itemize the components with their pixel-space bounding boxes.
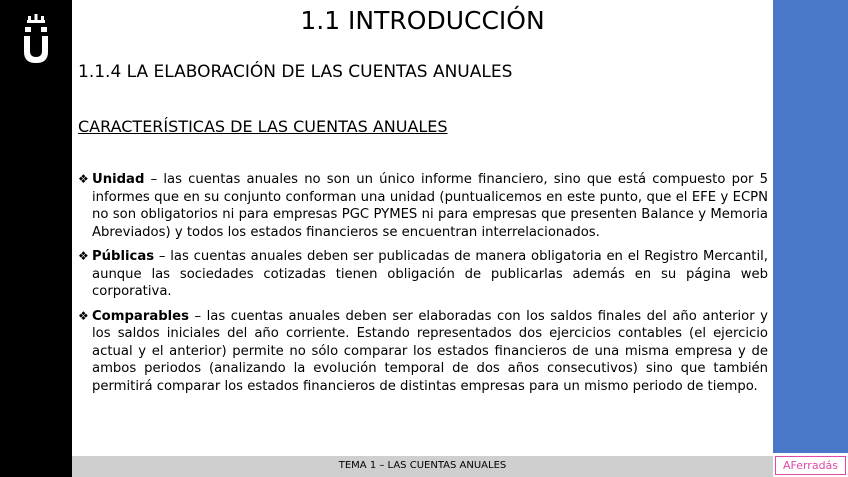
bullet-text: las cuentas anuales no son un único informe financiero, sino que está compuesto por 5 informes que en su conjunto conforman una unidad (puntualicemos en este punto, que el EFE y ECPN no son obligatorios ni para empresas PGC PYMES ni para empresas que presenten Balance y Memoria Abreviados) y todos los estados financieros se encuentran interrelacionados. bbox=[92, 172, 768, 240]
left-sidebar bbox=[0, 0, 72, 477]
bullet-list bbox=[78, 171, 768, 402]
bullet-text: las cuentas anuales deben ser elaboradas con los saldos finales del año anterior y los saldos iniciales del año corriente. Estando representados dos ejercicios contables (el ejercicio actual y el anterior) permite no sólo comparar los estados financieros de una misma empresa y de ambos periodos (analizando la evolución temporal de dos años consecutivos) sino que también permitirá comparar los estados financieros de distintas empresas para un mismo periodo de tiempo. bbox=[92, 308, 768, 394]
bullet-heading: Comparables bbox=[92, 308, 189, 324]
bullet-heading: Públicas bbox=[92, 249, 155, 264]
bullet-item-comparables bbox=[78, 308, 768, 396]
university-logo-icon bbox=[18, 14, 54, 64]
bullet-item-publicas bbox=[78, 248, 768, 301]
bullet-item-unidad bbox=[78, 171, 768, 241]
footer-bar bbox=[72, 456, 773, 477]
bullet-text: las cuentas anuales deben ser publicadas de manera obligatoria en el Registro Mercantil, aunque las sociedades cotizadas tienen obligación de publicarlas además en su página web corporativa. bbox=[92, 249, 768, 299]
section-subtitle: 1.1.4 LA ELABORACIÓN DE LAS CUENTAS ANUALES bbox=[78, 62, 513, 82]
diamond-bullet-icon: ❖ bbox=[78, 249, 89, 263]
author-brand: AFerradás bbox=[775, 456, 846, 475]
section-heading: CARACTERÍSTICAS DE LAS CUENTAS ANUALES bbox=[78, 117, 448, 136]
page-title: 1.1 INTRODUCCIÓN bbox=[300, 6, 545, 35]
footer-text: TEMA 1 – LAS CUENTAS ANUALES bbox=[338, 460, 507, 471]
right-accent-bar bbox=[773, 0, 848, 453]
diamond-bullet-icon: ❖ bbox=[78, 172, 89, 186]
bullet-separator: – bbox=[154, 249, 171, 264]
bullet-heading: Unidad bbox=[92, 172, 145, 187]
diamond-bullet-icon: ❖ bbox=[78, 308, 89, 323]
bullet-separator: – bbox=[188, 308, 207, 324]
bullet-separator: – bbox=[144, 172, 164, 187]
